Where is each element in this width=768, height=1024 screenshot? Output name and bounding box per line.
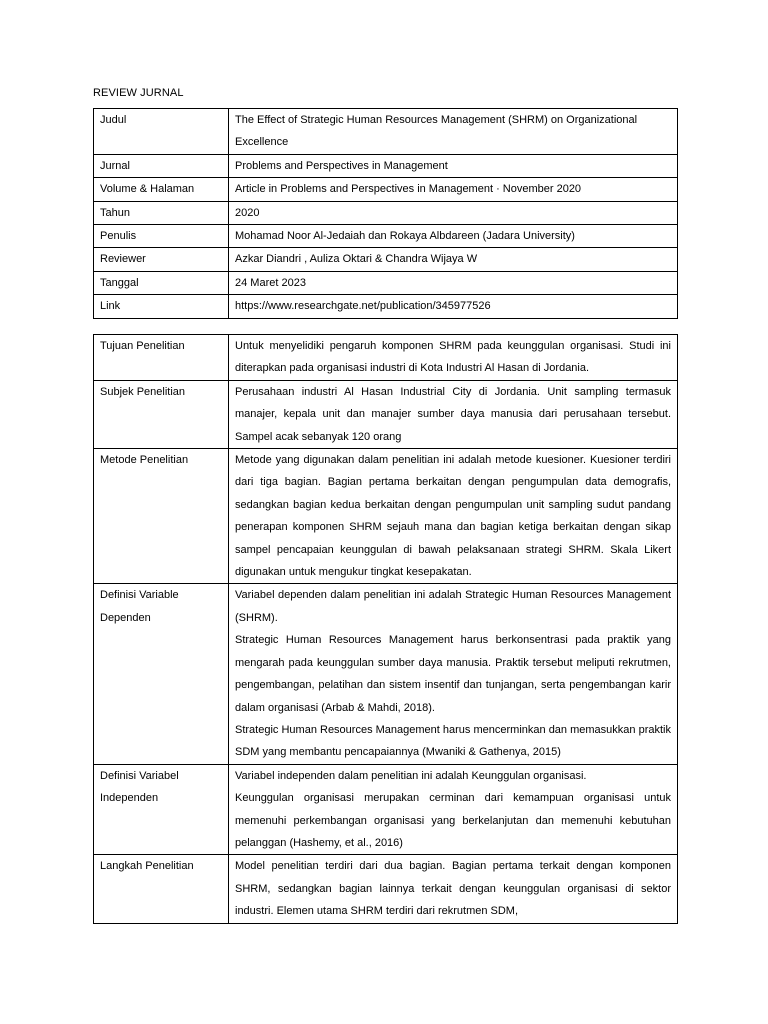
row-label: Tujuan Penelitian <box>94 335 229 381</box>
row-value <box>229 449 678 584</box>
table-row <box>94 764 678 855</box>
row-label: Definisi Variabel Independen <box>94 764 229 855</box>
paragraph: Strategic Human Resources Management harus berkonsentrasi pada praktik yang mengarah pada keunggulan sumber daya manusia. Praktik tersebut meliputi rekrutmen, pengembangan, pelatihan dan sistem insentif dan tunjangan, serta pengembangan karir dalam organisasi (Arbab & Mahdi, 2018). <box>235 634 671 714</box>
table-row <box>94 225 678 248</box>
paragraph: Model penelitian terdiri dari dua bagian. Bagian pertama terkait dengan komponen SHRM, sedangkan bagian lainnya terkait dengan keunggulan organisasi di sektor industri. Elemen utama SHRM terdiri dari rekrutmen SDM, <box>235 860 671 918</box>
row-value: Problems and Perspectives in Management <box>229 154 678 177</box>
table-row <box>94 855 678 923</box>
paragraph: Keunggulan organisasi merupakan cerminan dari kemampuan organisasi untuk memenuhi perkembangan organisasi yang berkelanjutan dan memenuhi kebutuhan pelanggan (Hashemy, et al., 2016) <box>235 792 671 849</box>
paragraph: Variabel independen dalam penelitian ini adalah Keunggulan organisasi. <box>235 769 587 782</box>
review-detail-body <box>94 335 678 924</box>
row-value: https://www.researchgate.net/publication/345977526 <box>229 295 678 318</box>
row-value <box>229 855 678 923</box>
table-row <box>94 201 678 224</box>
row-label: Metode Penelitian <box>94 449 229 584</box>
table-row <box>94 248 678 271</box>
row-label: Judul <box>94 109 229 155</box>
row-label: Tanggal <box>94 271 229 294</box>
table-row <box>94 271 678 294</box>
table-row <box>94 335 678 381</box>
row-value: Mohamad Noor Al-Jedaiah dan Rokaya Albdareen (Jadara University) <box>229 225 678 248</box>
row-label: Reviewer <box>94 248 229 271</box>
journal-info-table <box>93 108 678 319</box>
paragraph: Metode yang digunakan dalam penelitian ini adalah metode kuesioner. Kuesioner terdiri dari tiga bagian. Bagian pertama berkaitan dengan pengumpulan data demografis, sedangkan bagian kedua berkaitan dengan pengumpulan unit sampling sudut pandang penerapan komponen SHRM sejauh mana dan bagian ketiga berkaitan dengan sikap sampel pencapaian keunggulan di bawah pelaksanaan strategi SHRM. Skala Likert digunakan untuk mengukur tingkat kesepakatan. <box>235 454 671 579</box>
row-label: Link <box>94 295 229 318</box>
row-value <box>229 335 678 381</box>
row-value <box>229 584 678 764</box>
row-value <box>229 764 678 855</box>
row-label: Subjek Penelitian <box>94 380 229 448</box>
row-label: Penulis <box>94 225 229 248</box>
row-value: 24 Maret 2023 <box>229 271 678 294</box>
table-row <box>94 584 678 764</box>
page-title: REVIEW JURNAL <box>93 87 184 99</box>
table-row <box>94 109 678 155</box>
row-value <box>229 380 678 448</box>
paragraph: Perusahaan industri Al Hasan Industrial City di Jordania. Unit sampling termasuk manajer, kepala unit dan manajer sumber daya manusia dari perusahaan tersebut. Sampel acak sebanyak 120 orang <box>235 385 671 443</box>
paragraph: Strategic Human Resources Management harus mencerminkan dan memasukkan praktik SDM yang membantu pencapaiannya (Mwaniki & Gathenya, 2015) <box>235 723 671 759</box>
table-row <box>94 178 678 201</box>
row-label: Volume & Halaman <box>94 178 229 201</box>
row-value: 2020 <box>229 201 678 224</box>
paragraph: Untuk menyelidiki pengaruh komponen SHRM pada keunggulan organisasi. Studi ini diterapkan pada organisasi industri di Kota Industri Al Hasan di Jordania. <box>235 340 671 375</box>
table-row <box>94 154 678 177</box>
table-row <box>94 380 678 448</box>
paragraph: Variabel dependen dalam penelitian ini adalah Strategic Human Resources Management (SHRM). <box>235 589 671 624</box>
row-label: Jurnal <box>94 154 229 177</box>
row-label: Definisi Variable Dependen <box>94 584 229 764</box>
review-detail-table <box>93 334 678 924</box>
row-label: Langkah Penelitian <box>94 855 229 923</box>
row-value: Azkar Diandri , Auliza Oktari & Chandra Wijaya W <box>229 248 678 271</box>
row-value: Article in Problems and Perspectives in Management · November 2020 <box>229 178 678 201</box>
row-label: Tahun <box>94 201 229 224</box>
row-value: The Effect of Strategic Human Resources Management (SHRM) on Organizational Excellence <box>229 109 678 155</box>
journal-info-body <box>94 109 678 319</box>
table-row <box>94 449 678 584</box>
table-row <box>94 295 678 318</box>
